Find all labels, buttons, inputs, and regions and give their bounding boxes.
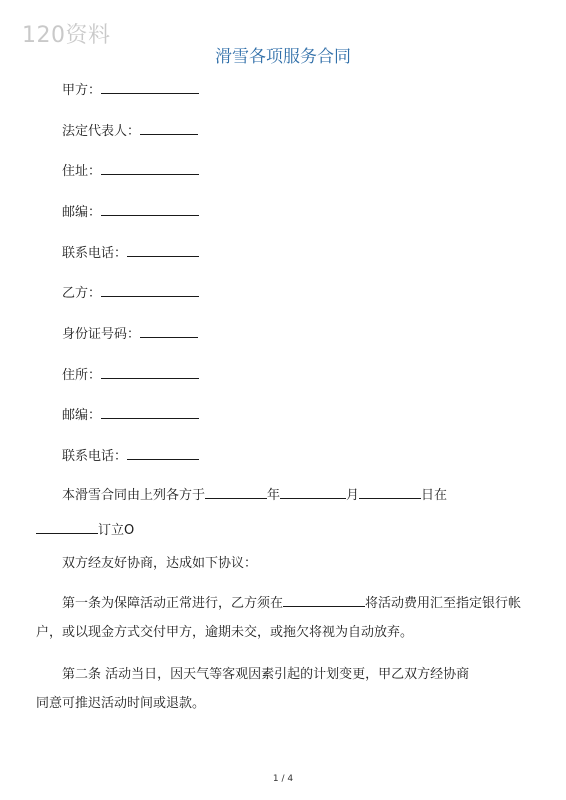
- signed-text: 订立O: [98, 523, 135, 538]
- article-2-line-1: 第二条 活动当日，因天气等客观因素引起的计划变更，甲乙双方经协商: [62, 667, 470, 682]
- article-1-text-cont: 将活动费用汇至指定银行帐户，或以现金方式交付甲方，逾期未交，或拖欠将视为自动放弃。: [36, 596, 522, 640]
- blank-line: [359, 485, 421, 499]
- blank-line: [280, 485, 346, 499]
- blank-line: [101, 283, 199, 297]
- blank-line: [127, 446, 199, 460]
- blank-line: [101, 365, 199, 379]
- intro-text: 本滑雪合同由上列各方于: [62, 488, 206, 503]
- month-label: 月: [346, 488, 360, 503]
- field-label: 身份证号码：: [62, 327, 141, 342]
- field-id-number: [62, 324, 198, 344]
- blank-line: [140, 324, 198, 338]
- field-label: 住所：: [62, 368, 102, 383]
- field-party-b: [62, 283, 199, 303]
- field-residence-b: [62, 365, 199, 385]
- year-label: 年: [267, 488, 281, 503]
- intro-paragraph: [36, 481, 531, 545]
- field-label: 邮编：: [62, 205, 102, 220]
- article-1-text: 第一条为保障活动正常进行，乙方须在: [62, 596, 284, 611]
- field-address-a: [62, 161, 199, 181]
- blank-line: [101, 405, 199, 419]
- blank-line: [140, 121, 198, 135]
- blank-line: [36, 520, 98, 534]
- blank-line: [283, 593, 365, 607]
- field-label: 法定代表人：: [62, 124, 141, 139]
- field-party-a: [62, 80, 199, 100]
- agreement-paragraph: 双方经友好协商，达成如下协议：: [62, 556, 258, 571]
- article-1: [36, 589, 531, 647]
- field-phone-b: [62, 446, 199, 466]
- document-title: 滑雪各项服务合同: [215, 47, 351, 67]
- field-phone-a: [62, 243, 199, 263]
- blank-line: [205, 485, 267, 499]
- article-2-line-2: 同意可推迟活动时间或退款。: [36, 696, 206, 711]
- field-label: 邮编：: [62, 408, 102, 423]
- blank-line: [101, 202, 199, 216]
- blank-line: [101, 80, 199, 94]
- day-label: 日在: [421, 488, 448, 503]
- article-2: [36, 660, 531, 718]
- field-postcode-a: [62, 202, 199, 222]
- field-label: 住址：: [62, 164, 102, 179]
- page-number: 1 / 4: [272, 774, 294, 784]
- blank-line: [127, 243, 199, 257]
- field-label: 乙方：: [62, 286, 102, 301]
- field-postcode-b: [62, 405, 199, 425]
- field-label: 甲方：: [62, 83, 102, 98]
- field-label: 联系电话：: [62, 246, 128, 261]
- blank-line: [101, 161, 199, 175]
- field-label: 联系电话：: [62, 449, 128, 464]
- field-legal-representative: [62, 121, 198, 141]
- watermark: 120资料: [22, 23, 111, 48]
